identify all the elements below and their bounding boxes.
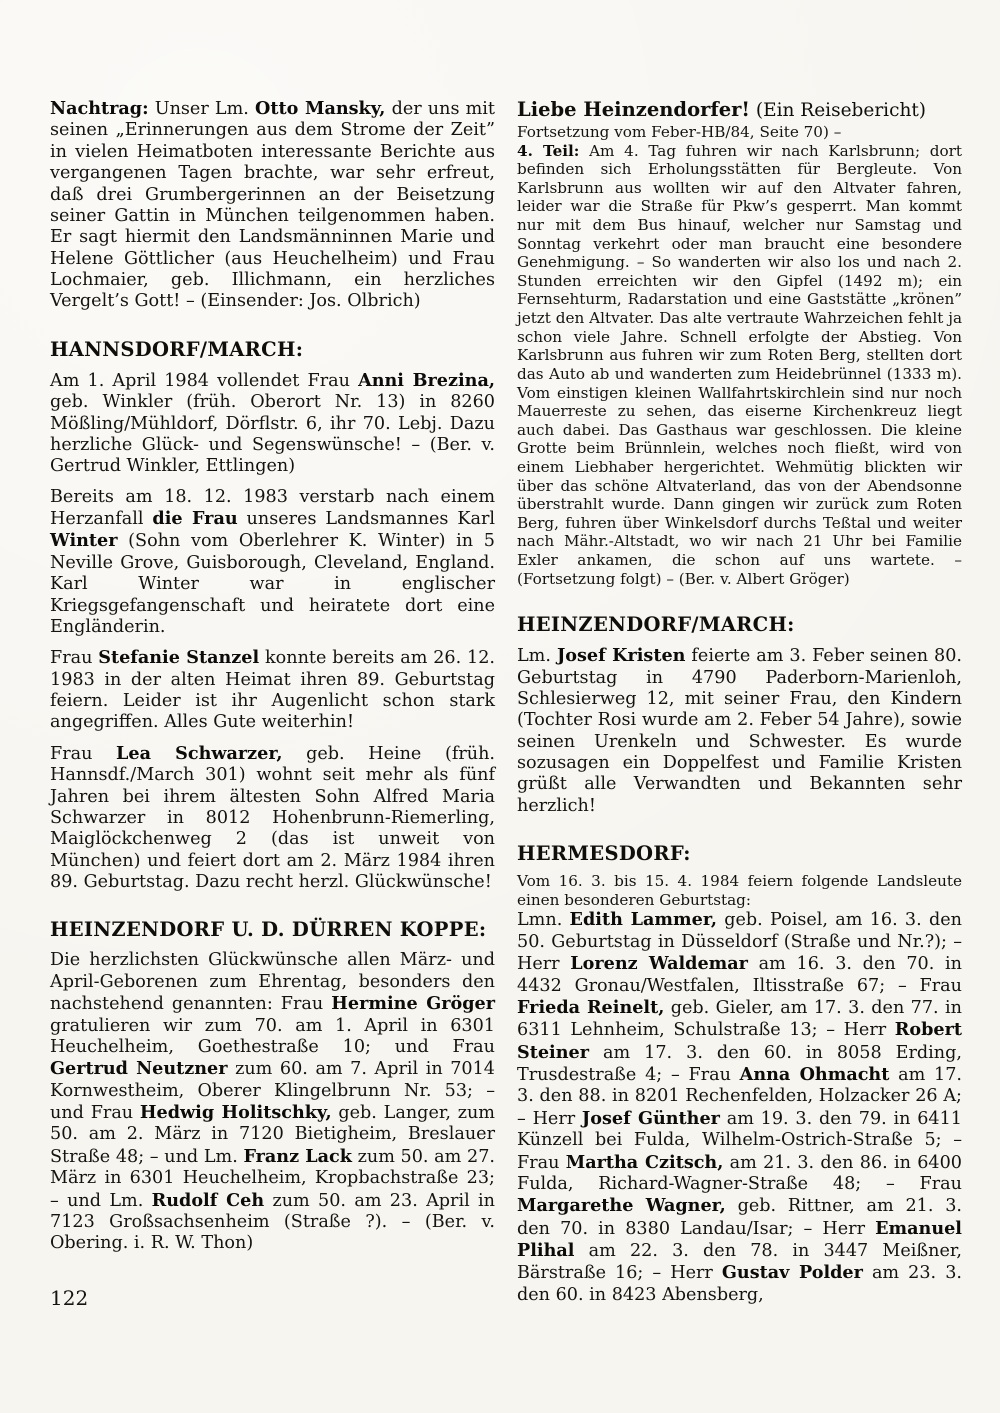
section: [50, 98, 495, 313]
paragraph: Frau Lea Schwarzer, geb. Heine (früh. Hannsdf./March 301) wohnt seit mehr als fünf Jahren bei ihrem ältesten Sohn Alfred Maria Schwarzer in 8012 Hohenbrunn-Riemerling, Maiglöckchenweg 2 (das ist unweit von München) und feiert dort am 2. März 1984 ihren 89. Geburtstag. Dazu recht herzl. Glückwünsche!: [50, 742, 495, 892]
paragraph: Lmn. Edith Lammer, geb. Poisel, am 16. 3. den 50. Geburtstag in Düsseldorf (Straße und Nr.?); – Herr Lorenz Waldemar am 16. 3. den 70. in 4432 Gronau/Westfalen, Iltisstraße 67; – Frau Frieda Reinelt, geb. Gieler, am 17. 3. den 77. in 6311 Lehnheim, Schulstraße 13; – Herr Robert Steiner am 17. 3. den 60. in 8058 Erding, Trusdestraße 4; – Frau Anna Ohmacht am 17. 3. den 88. in 8201 Rechenfelden, Holzacker 26 A; – Herr Josef Günther am 19. 3. den 79. in 6411 Künzell bei Fulda, Wilhelm-Ostrich-Straße 5; – Frau Martha Czitsch, am 21. 3. den 86. in 6400 Fulda, Richard-Wagner-Straße 48; – Frau Margarethe Wagner, geb. Rittner, am 21. 3. den 70. in 8380 Landau/Isar; – Herr Emanuel Plihal am 22. 3. den 78. in 3447 Meißner, Bärstraße 16; – Herr Gustav Polder am 23. 3. den 60. in 8423 Abensberg,: [517, 909, 963, 1305]
paragraph: Die herzlichsten Glückwünsche allen März- und April-Geborenen zum Ehrentag, besonders den nachstehend genannten: Frau Hermine Gröger gratulieren wir zum 70. am 1. April in 6301 Heuchelheim, Goethestraße 10; und Frau Gertrud Neutzner zum 60. am 7. April in 7014 Kornwestheim, Oberer Klingelbrunn Nr. 53; – und Frau Hedwig Holitschky, geb. Langer, zum 50. am 2. März in 7120 Bietigheim, Breslauer Straße 48; – und Lm. Franz Lack zum 50. am 27. März in 6301 Heuchelheim, Kropbachstraße 23; – und Lm. Rudolf Ceh zum 50. am 23. April in 7123 Großsachsenheim (Straße ?). – (Ber. v. Obering. i. R. W. Thon): [50, 950, 496, 1254]
paragraph: Bereits am 18. 12. 1983 verstarb nach einem Herzanfall die Frau unseres Landsmannes Karl Winter (Sohn vom Oberlehrer K. Winter) in 5 Neville Grove, Guisborough, Cleveland, England. Karl Winter war in englischer Kriegsgefangenschaft und heiratete dort eine Engländerin.: [50, 486, 496, 637]
section-heading: Liebe Heinzendorfer! (Ein Reisebericht): [517, 98, 927, 121]
paragraph: Lm. Josef Kristen feierte am 3. Feber seinen 80. Geburtstag in 4790 Paderborn-Marienloh, Schlesierweg 12, mit seiner Frau, den Kindern (Tochter Rosi wurde am 2. Feber 54 Jahre), sowie seinen Urenkeln und Schwester. Es wurde sozusagen ein Doppelfest und Familie Kristen grüßt alle Verwandten und Bekannten sehr herzlich!: [517, 645, 962, 816]
paragraph: Nachtrag: Unser Lm. Otto Mansky, der uns mit seinen „Erinnerungen aus dem Strome der Zeit” in vielen Heimatboten interessante Berichte aus vergangenen Tagen brachte, war sehr erfreut, daß drei Grumbergerinnen an der Beisetzung seiner Gattin in München teilgenommen haben. Er sagt hiermit den Landsmänninnen Marie und Helene Göttlicher (aus Heuchelheim) und Frau Lochmaier, geb. Illichmann, ein herzliches Vergelt’s Gott! – (Einsender: Jos. Olbrich): [50, 98, 496, 312]
section: [50, 918, 495, 1254]
paragraph: Frau Stefanie Stanzel konnte bereits am 26. 12. 1983 in der alten Heimat ihren 89. Geburtstag feiern. Leider ist ihr Augenlicht schon stark angegriffen. Alles Gute weiterhin!: [50, 647, 496, 733]
paragraph: Fortsetzung vom Feber-HB/84, Seite 70) –: [517, 123, 842, 141]
text-columns: [50, 98, 962, 1306]
section: [517, 613, 962, 817]
section-heading: HEINZENDORF/MARCH:: [517, 613, 795, 637]
left-column: [50, 98, 495, 1306]
section: [517, 842, 962, 1306]
section-heading: HEINZENDORF U. D. DÜRREN KOPPE:: [50, 918, 487, 942]
section-heading: HERMESDORF:: [517, 842, 691, 866]
section: [50, 338, 495, 894]
right-column: [517, 98, 962, 1306]
section-heading: HANNSDORF/MARCH:: [50, 337, 304, 361]
paragraph: Am 1. April 1984 vollendet Frau Anni Brezina, geb. Winkler (früh. Oberort Nr. 13) in 8260 Mößling/Mühldorf, Dörflstr. 6, ihr 70. Lebj. Dazu herzliche Glück- und Segenswünsche! – (Ber. v. Gertrud Winkler, Ettlingen): [50, 369, 495, 477]
paragraph: 4. Teil: Am 4. Tag fuhren wir nach Karlsbrunn; dort befinden sich Erholungsstätten für Bergleute. Von Karlsbrunn aus wollten wir auf den Altvater fahren, leider war die Straße für Pkw’s gesperrt. Man kommt nur mit dem Bus hinauf, welcher nur Samstag und Sonntag verkehrt oder man braucht eine besondere Genehmigung. – So wanderten wir also los und nach 2. Stunden erreichten wir den Gipfel (1492 m); ein Fernsehturm, Radarstation und eine Gaststätte „krönen” jetzt den Altvater. Das alte vertraute Wahrzeichen fehlt ja schon viele Jahre. Schnell erfolgte der Abstieg. Von Karlsbrunn aus fuhren wir zum Roten Berg, stellten dort das Auto ab und wanderten zum Heidebrünnel (1333 m). Vom einstigen kleinen Wallfahrtskirchlein sind nur noch Mauerreste zu sehen, das eiserne Kirchenkreuz liegt auch dabei. Das Gasthaus war geschlossen. Die kleine Grotte beim Brünnlein, welches noch fließt, wird von einem Liebhaber hergerichtet. Wehmütig blickten wir über das schöne Altvaterland, das von der Abendsonne überstrahlt wurde. Dann gingen wir zurück zum Roten Berg, fuhren über Winkelsdorf durchs Teßtal und weiter nach Mähr.-Altstadt, wo wir nach 21 Uhr bei Familie Exler ankamen, die schon auf uns wartete. – (Fortsetzung folgt) – (Ber. v. Albert Gröger): [517, 141, 962, 588]
section: [517, 98, 962, 588]
paragraph: Vom 16. 3. bis 15. 4. 1984 feiern folgende Landsleute einen besonderen Geburtstag:: [517, 872, 962, 909]
page-number: 122: [50, 1286, 89, 1310]
